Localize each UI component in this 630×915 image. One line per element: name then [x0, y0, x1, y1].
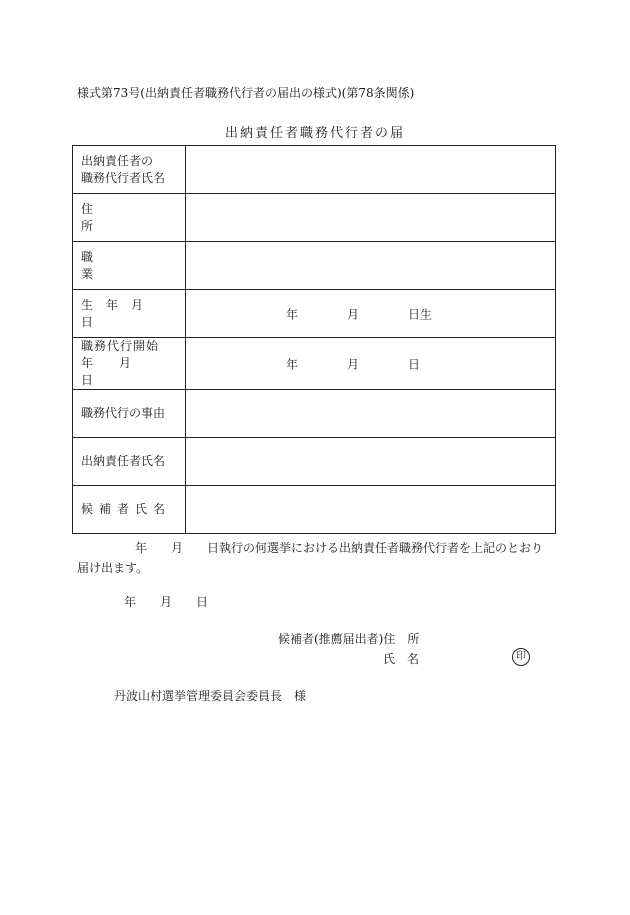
start-date-field[interactable]: [186, 338, 556, 390]
label-line: 職務代行者氏名: [81, 170, 166, 185]
label-text: 職務代行の事由: [81, 406, 166, 420]
table-row: [73, 438, 556, 486]
date-year-unit: 年: [124, 595, 137, 609]
birth-month-unit: 月: [347, 307, 360, 321]
label-reason: [73, 390, 186, 438]
table-row: [73, 242, 556, 290]
addressee: 丹波山村選挙管理委員会委員長 様: [114, 689, 307, 703]
label-text: 住所: [81, 201, 154, 233]
label-start-date: [73, 338, 186, 390]
label-line: 年月日: [81, 356, 158, 387]
label-treasurer-name: [73, 438, 186, 486]
table-row: [73, 194, 556, 242]
label-text: 職業: [81, 249, 154, 281]
reason-field[interactable]: [186, 390, 556, 438]
label-line: 職務代行開始: [81, 339, 160, 353]
label-agent-name: [73, 146, 186, 194]
start-day-unit: 日: [408, 357, 421, 371]
form-table: [72, 145, 556, 534]
label-text: 候補者氏名: [81, 502, 172, 516]
table-row: [73, 290, 556, 338]
submission-date: [124, 593, 208, 610]
candidate-address-label: 候補者(推薦届出者)住 所: [278, 632, 420, 646]
statement-month-unit: 月: [171, 541, 184, 555]
document-title: 出納責任者職務代行者の届: [224, 126, 405, 141]
label-text: 生年月日: [81, 297, 157, 329]
seal-mark: [512, 648, 530, 666]
statement-year-unit: 年: [135, 541, 148, 555]
start-month-unit: 月: [347, 357, 360, 371]
date-month-unit: 月: [160, 595, 173, 609]
table-row: [73, 486, 556, 534]
statement-text: [77, 538, 555, 578]
seal-text: 印: [516, 651, 526, 662]
occupation-field[interactable]: [186, 242, 556, 290]
start-year-unit: 年: [286, 357, 299, 371]
birth-year-unit: 年: [286, 307, 299, 321]
label-line: 出納責任者の: [81, 153, 154, 168]
address-field[interactable]: [186, 194, 556, 242]
date-day-unit: 日: [196, 595, 209, 609]
form-number-label: 様式第73号(出納責任者職務代行者の届出の様式)(第78条関係): [77, 86, 415, 100]
label-text: 出納責任者氏名: [81, 454, 166, 468]
label-candidate-name: [73, 486, 186, 534]
label-occupation: [73, 242, 186, 290]
treasurer-name-field[interactable]: [186, 438, 556, 486]
candidate-name-label: 氏 名: [383, 652, 420, 666]
label-birthdate: [73, 290, 186, 338]
label-address: [73, 194, 186, 242]
table-row: [73, 338, 556, 390]
birthdate-field[interactable]: [186, 290, 556, 338]
table-row: [73, 390, 556, 438]
agent-name-field[interactable]: [186, 146, 556, 194]
table-row: [73, 146, 556, 194]
statement-body: 日執行の何選挙における出納責任者職務代行者を上記のとおり届け出ます。: [77, 541, 544, 575]
birth-day-unit: 日生: [408, 307, 433, 321]
candidate-name-field[interactable]: [186, 486, 556, 534]
